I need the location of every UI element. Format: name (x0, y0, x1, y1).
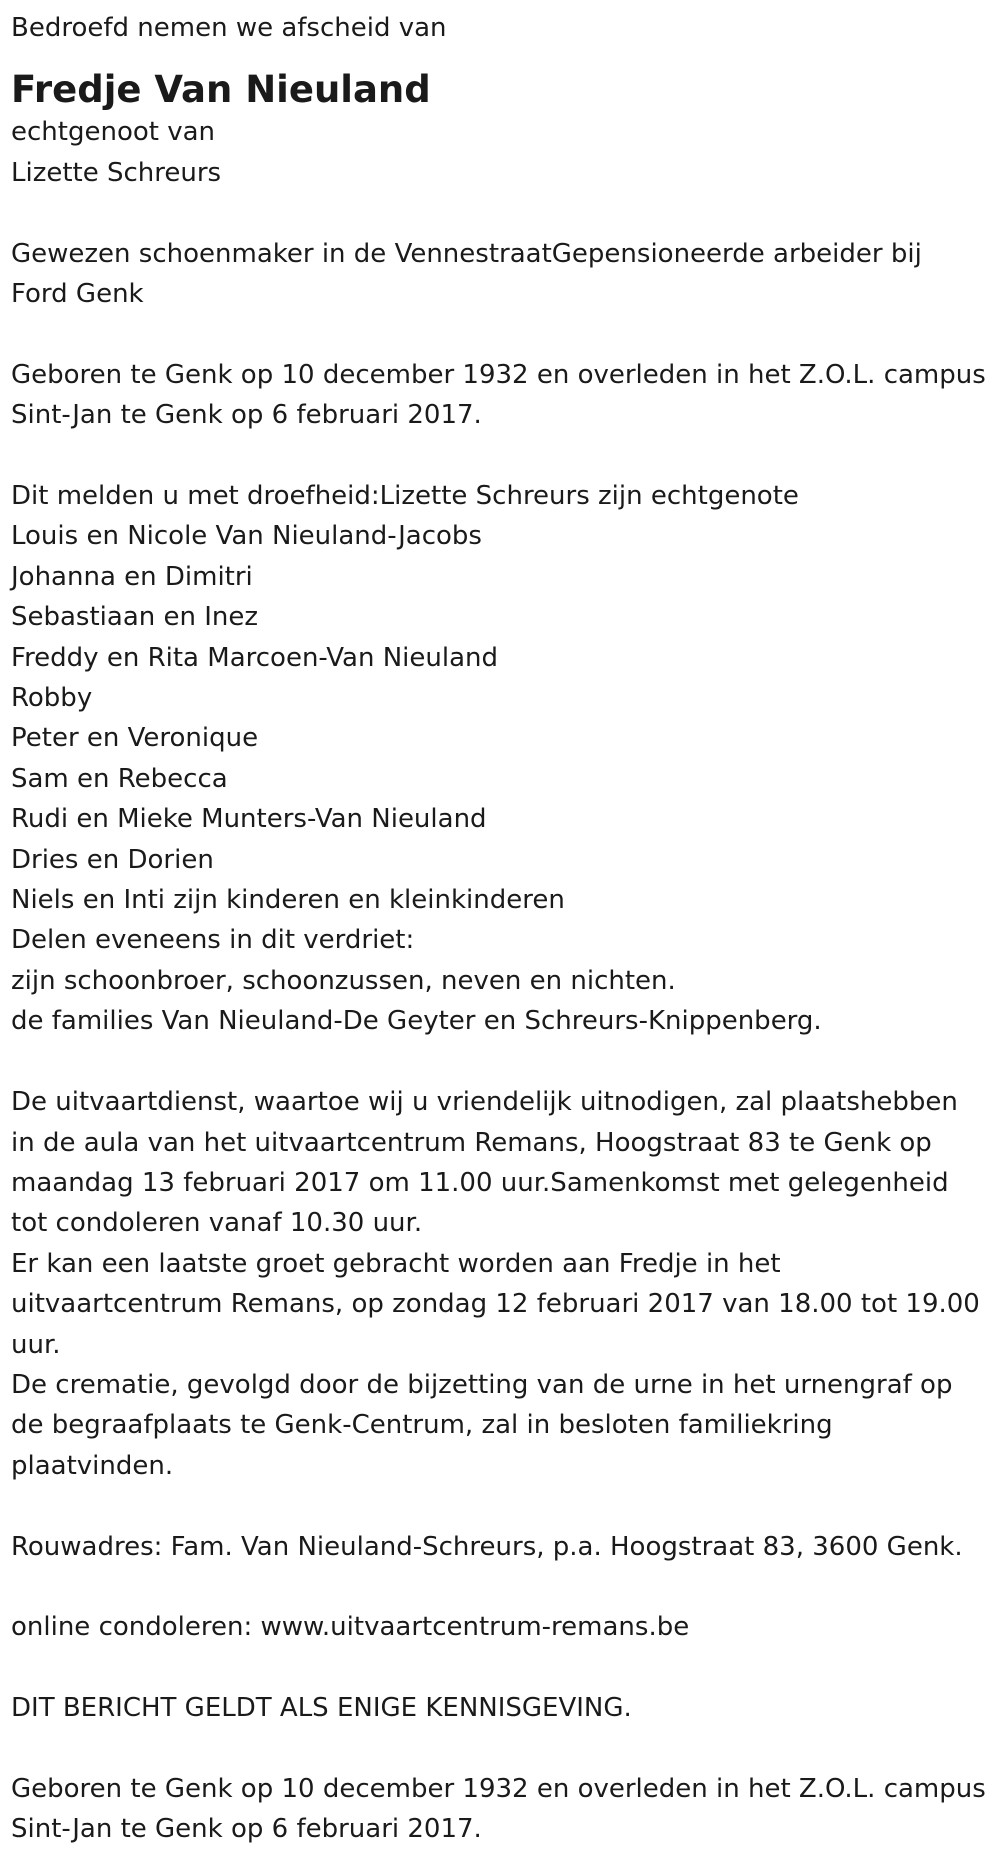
ceremony-line: de begraafplaats te Genk-Centrum, zal in besloten familiekring (11, 1410, 833, 1441)
spacer (11, 1486, 991, 1526)
family-line: Delen eveneens in dit verdriet: (11, 925, 415, 956)
ceremony-line: plaatvinden. (11, 1450, 174, 1481)
ceremony-line: uur. (11, 1329, 61, 1360)
family-line: Niels en Inti zijn kinderen en kleinkinderen (11, 885, 565, 916)
family-list (11, 476, 991, 1042)
online-condolence: online condoleren: www.uitvaartcentrum-remans.be (11, 1612, 690, 1643)
family-line: Freddy en Rita Marcoen-Van Nieuland (11, 642, 499, 673)
deceased-name: Fredje Van Nieuland (11, 68, 431, 112)
family-line: Rudi en Mieke Munters-Van Nieuland (11, 804, 487, 835)
ceremony-line: uitvaartcentrum Remans, op zondag 12 februari 2017 van 18.00 tot 19.00 (11, 1289, 980, 1320)
family-line: Johanna en Dimitri (11, 561, 253, 592)
birth-death-line: Geboren te Genk op 10 december 1932 en overleden in het Z.O.L. campus (11, 1773, 986, 1804)
family-line: Sebastiaan en Inez (11, 602, 259, 633)
family-line: Dit melden u met droefheid:Lizette Schreurs zijn echtgenote (11, 481, 799, 512)
birth-death-line: Sint-Jan te Genk op 6 februari 2017. (11, 400, 482, 431)
family-line: de families Van Nieuland-De Geyter en Schreurs-Knippenberg. (11, 1006, 822, 1037)
ceremony-line: maandag 13 februari 2017 om 11.00 uur.Samenkomst met gelegenheid (11, 1167, 949, 1198)
ceremony-block (11, 1082, 991, 1486)
family-line: Dries en Dorien (11, 844, 214, 875)
birth-death-block (11, 355, 991, 436)
occupation-line: Ford Genk (11, 279, 144, 310)
family-line: zijn schoonbroer, schoonzussen, neven en nichten. (11, 965, 676, 996)
occupation-line: Gewezen schoenmaker in de VennestraatGepensioneerde arbeider bij (11, 238, 922, 269)
spacer (11, 1567, 991, 1607)
spacer (11, 1729, 991, 1769)
family-line: Louis en Nicole Van Nieuland-Jacobs (11, 521, 482, 552)
birth-death-repeat-block (11, 1769, 991, 1850)
spacer (11, 1042, 991, 1082)
family-line: Sam en Rebecca (11, 763, 228, 794)
mourning-address: Rouwadres: Fam. Van Nieuland-Schreurs, p.a. Hoogstraat 83, 3600 Genk. (11, 1531, 963, 1562)
spacer (11, 1648, 991, 1688)
notice-text: DIT BERICHT GELDT ALS ENIGE KENNISGEVING. (11, 1693, 632, 1724)
ceremony-line: tot condoleren vanaf 10.30 uur. (11, 1208, 423, 1239)
spacer (11, 193, 991, 233)
occupation-block (11, 234, 991, 315)
spacer (11, 314, 991, 354)
ceremony-line: De uitvaartdienst, waartoe wij u vriendelijk uitnodigen, zal plaatshebben (11, 1087, 958, 1118)
spacer (11, 436, 991, 476)
birth-death-line: Sint-Jan te Genk op 6 februari 2017. (11, 1814, 482, 1845)
ceremony-line: Er kan een laatste groet gebracht worden aan Fredje in het (11, 1248, 781, 1279)
partner-name: Lizette Schreurs (11, 157, 222, 188)
family-line: Robby (11, 683, 93, 714)
family-line: Peter en Veronique (11, 723, 259, 754)
relation-text: echtgenoot van (11, 117, 216, 148)
intro-text: Bedroefd nemen we afscheid van (11, 13, 447, 43)
ceremony-line: De crematie, gevolgd door de bijzetting van de urne in het urnengraf op (11, 1369, 953, 1400)
obituary-notice (11, 8, 991, 1850)
ceremony-line: in de aula van het uitvaartcentrum Remans, Hoogstraat 83 te Genk op (11, 1127, 932, 1158)
birth-death-line: Geboren te Genk op 10 december 1932 en overleden in het Z.O.L. campus (11, 359, 986, 390)
